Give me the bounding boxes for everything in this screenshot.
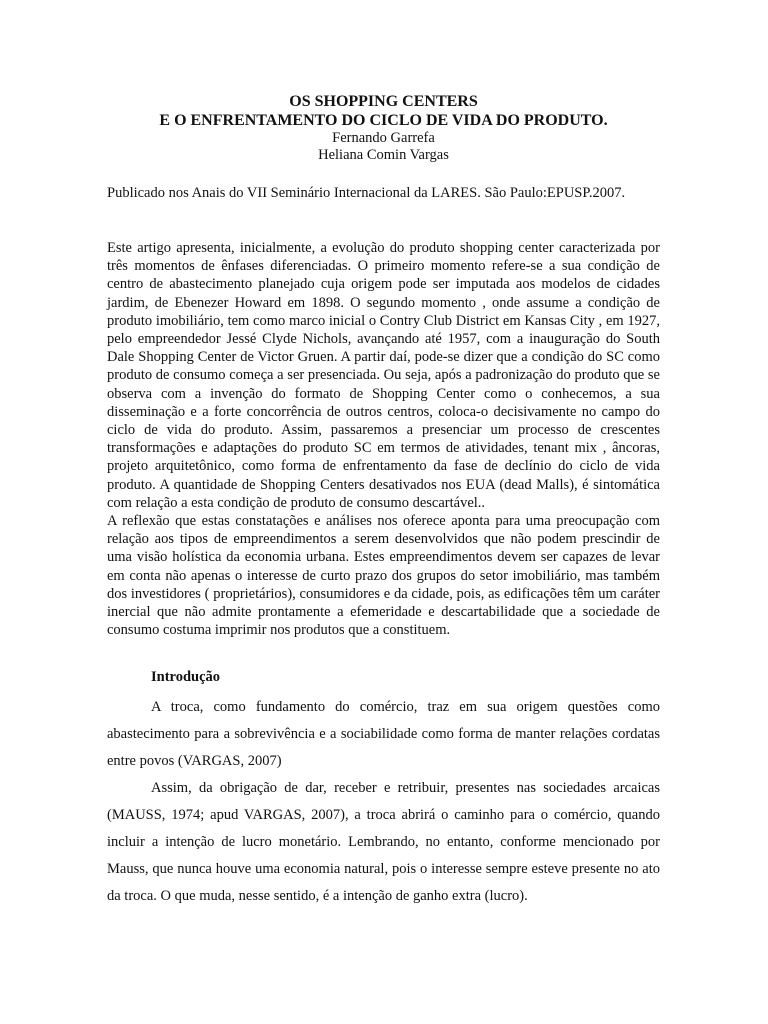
introduction-body — [107, 694, 660, 910]
intro-paragraph-1: A troca, como fundamento do comércio, traz em sua origem questões como abastecimento para a sobrevivência e a sociabilidade como forma de manter relações cordatas entre povos (VARGAS, 2007) — [107, 699, 660, 770]
title-line-1: OS SHOPPING CENTERS — [289, 93, 478, 110]
publication-note: Publicado nos Anais do VII Seminário Internacional da LARES. São Paulo:EPUSP.2007. — [107, 185, 626, 201]
abstract — [107, 239, 660, 639]
section-heading-introducao: Introdução — [151, 669, 221, 686]
title-line-2: E O ENFRENTAMENTO DO CICLO DE VIDA DO PRODUTO. — [159, 112, 608, 129]
abstract-paragraph-1: Este artigo apresenta, inicialmente, a evolução do produto shopping center caracterizada por três momentos de ênfases diferenciadas. O primeiro momento refere-se a sua condição de centro de abastecimento planejado cuja origem pode ser imputada aos modelos de cidades jardim, de Ebenezer Howard em 1898. O segundo momento , onde assume a condição de produto imobiliário, tem como marco inicial o Contry Club District em Kansas City , em 1927, pelo empreendedor Jessé Clyde Nichols, avançando até 1957, com a inauguração do South Dale Shopping Center de Victor Gruen. A partir daí, pode-se dizer que a condição do SC como produto de consumo começa a ser presenciada. Ou seja, após a padronização do produto que se observa com a invenção do formato de Shopping Center como o conhecemos, a sua disseminação e a forte concorrência de outros centros, coloca-o decisivamente no campo do ciclo de vida do produto. Assim, passaremos a presenciar um processo de crescentes transformações e adaptações do produto SC em termos de atividades, tenant mix , âncoras, projeto arquitetônico, como forma de enfrentamento da fase de declínio do ciclo de vida produto. A quantidade de Shopping Centers desativados nos EUA (dead Malls), é sintomática com relação a esta condição de produto de consumo descartável.. — [107, 240, 660, 511]
abstract-paragraph-2: A reflexão que estas constatações e análises nos oferece aponta para uma preocupação com relação aos tipos de empreendimentos a serem desenvolvidos que não podem prescindir de uma visão holística da economia urbana. Estes empreendimentos devem ser capazes de levar em conta não apenas o interesse de curto prazo dos grupos do setor imobiliário, mas também dos investidores ( proprietários), consumidores e da cidade, pois, as edificações têm um caráter inercial que não admite prontamente a efemeridade e descartabilidade que a sociedade de consumo costuma imprimir nos produtos que a constituem. — [107, 513, 660, 639]
author-1: Fernando Garrefa — [332, 130, 435, 146]
author-2: Heliana Comin Vargas — [318, 147, 449, 163]
intro-paragraph-2: Assim, da obrigação de dar, receber e retribuir, presentes nas sociedades arcaicas (MAUSS, 1974; apud VARGAS, 2007), a troca abrirá o caminho para o comércio, quando incluir a intenção de lucro monetário. Lembrando, no entanto, conforme mencionado por Mauss, que nunca houve uma economia natural, pois o interesse sempre esteve presente no ato da troca. O que muda, nesse sentido, é a intenção de ganho extra (lucro). — [107, 780, 660, 905]
